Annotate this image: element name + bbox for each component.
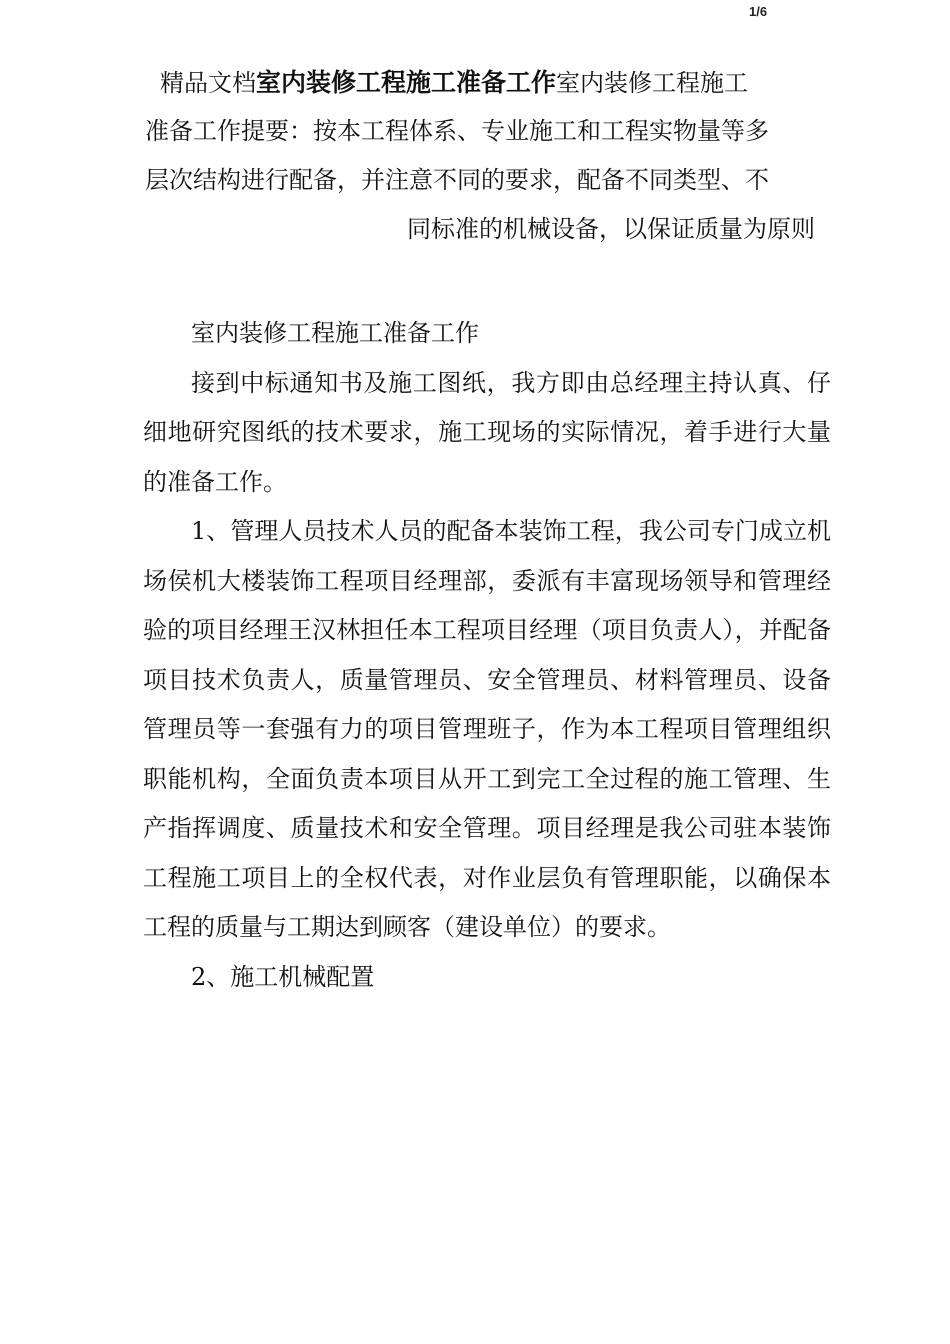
document-title: 室内装修工程施工准备工作 [256,68,557,97]
header-line-4: 同标准的机械设备，以保证质量为原则 [407,215,815,243]
document-body [143,309,831,1002]
header-line-3: 层次结构进行配备，并注意不同的要求，配备不同类型、不 [145,166,769,194]
paragraph-intro: 接到中标通知书及施工图纸，我方即由总经理主持认真、仔细地研究图纸的技术要求，施工现场的实际情况，着手进行大量的准备工作。 [143,368,831,496]
document-header [145,58,825,254]
page-number: 1/6 [749,4,768,19]
header-line1-tail: 室内装修工程施工 [556,69,749,97]
section-machinery-heading: 2、施工机械配置 [191,962,375,991]
header-prefix: 精品文档 [160,69,256,97]
paragraph-staffing: 1、管理人员技术人员的配备本装饰工程，我公司专门成立机场侯机大楼装饰工程项目经理部，委派有丰富现场领导和管理经验的项目经理王汉林担任本工程项目经理（项目负责人），并配备项目技术负责人，质量管理员、安全管理员、材料管理员、设备管理员等一套强有力的项目管理班子，作为本工程项目管理组织职能机构，全面负责本项目从开工到完工全过程的施工管理、生产指挥调度、质量技术和安全管理。项目经理是我公司驻本装饰工程施工项目上的全权代表，对作业层负有管理职能，以确保本工程的质量与工期达到顾客（建设单位）的要求。 [143,517,831,941]
section-title: 室内装修工程施工准备工作 [191,319,479,347]
header-line-2: 准备工作提要：按本工程体系、专业施工和工程实物量等多 [145,117,769,145]
header-line-1 [145,58,825,107]
